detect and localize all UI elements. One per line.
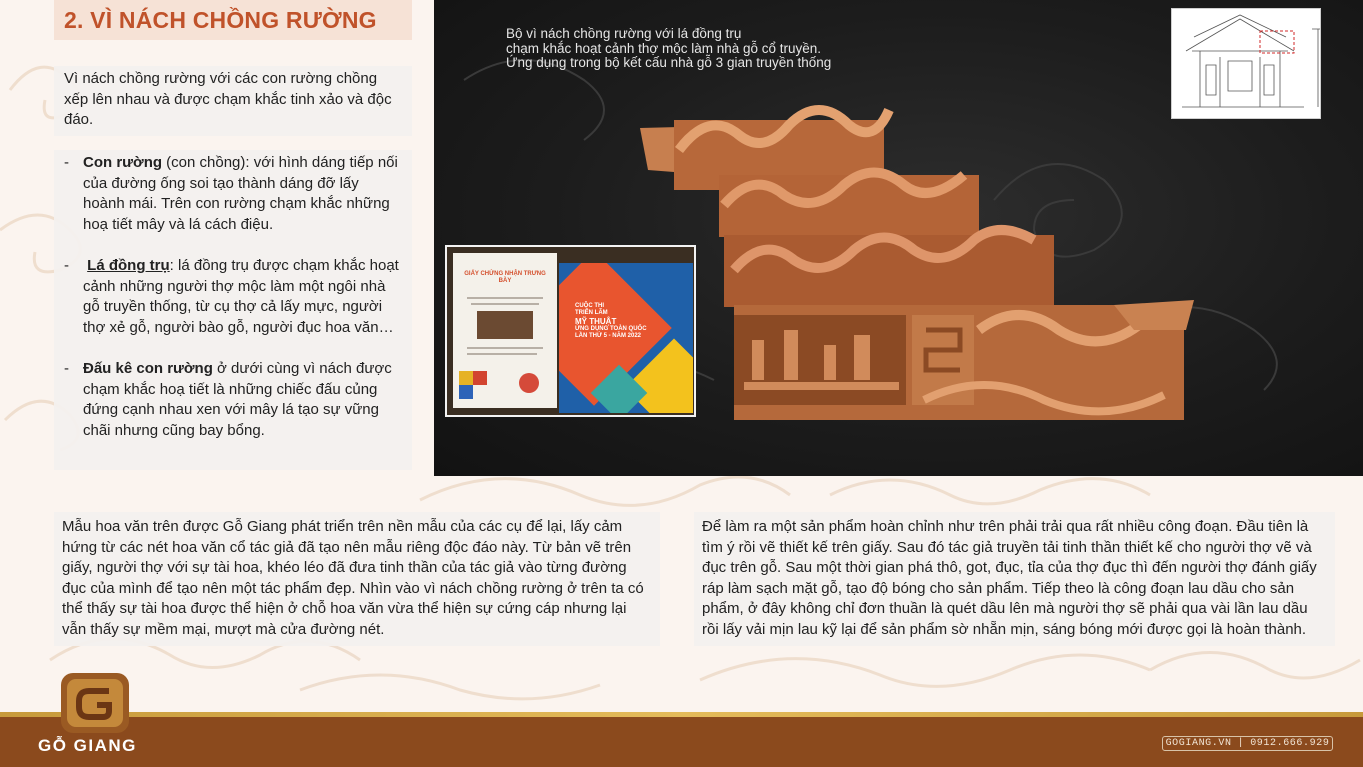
book-cover-text: CUỘC THI TRIỂN LÃM MỸ THUẬT ỨNG DỤNG TOÀN QUỐC LẦN THỨ 5 - NĂM 2022 [575,303,647,339]
caption-line: Ứng dụng trong bộ kết cấu nhà gỗ 3 gian truyền thống [506,55,832,70]
caption-line: chạm khắc hoạt cảnh thợ mộc làm nhà gỗ cổ truyền. [506,40,822,56]
bullet-dash: - [64,359,69,377]
bullet-dash: - [64,154,69,171]
bullet-term: Đấu kê con rường [83,359,213,377]
exhibition-book [559,263,693,413]
bullet-term: Con rường [83,154,163,171]
bullet-list [54,150,412,470]
caption-line: Bộ vì nách chồng rường với lá đồng trụ [506,26,742,41]
house-structure-diagram [1171,8,1321,119]
footer-gold-stripe [0,712,1363,717]
photo-caption [506,27,831,71]
product-photo [434,0,1363,476]
list-item [64,256,402,338]
footer-contact [1162,736,1333,751]
website-link[interactable]: GOGIANG.VN [1165,738,1232,749]
contact-separator: | [1237,738,1245,749]
page-title: 2. VÌ NÁCH CHỒNG RƯỜNG [64,7,377,33]
pattern-description-paragraph: Mẫu hoa văn trên được Gỗ Giang phát triển trên nền mẫu của các cụ để lại, lấy cảm hứng từ các nét hoa văn cổ tác giả đã tạo nên mẫu riêng độc đáo này. Từ bản vẽ trên giấy, người thợ với sự tài hoa, khéo léo đã đưa tinh thần của tác giả vào từng đường đục của mình để tạo nên một tác phẩm đẹp. Nhìn vào vì nách chồng rường ở trên ta có thể thấy sự tài hoa được thể hiện ở chỗ hoa văn vừa thể hiện sự cứng cáp nhưng lại vẫn thấy sự mềm mại, mượt mà cửa đường nét. [54,512,660,646]
bullet-text [83,256,402,338]
bullet-text [83,153,402,235]
certificate-photo [445,245,696,417]
certificate-title: GIẤY CHỨNG NHẬN TRƯNG BÀY [464,271,546,284]
brand-name: GỖ GIANG [38,736,137,755]
list-item [64,153,402,235]
intro-text: Vì nách chồng rường với các con rường chồng xếp lên nhau và được chạm khắc tinh xảo và độc đáo. [54,66,412,136]
production-process-paragraph: Để làm ra một sản phẩm hoàn chỉnh như trên phải trải qua rất nhiều công đoạn. Đầu tiên là tìm ý rồi vẽ thiết kế trên giấy. Sau đó tác giả truyền tải tinh thần thiết kế cho người thợ vẽ và đục trên gỗ. Sau một thời gian phá thô, got, đục, tỉa của thợ đục thì đến người thợ đánh giấy ráp làm sạch mặt gỗ, tạo độ bóng cho sản phẩm. Tiếp theo là công đoạn lau dầu cho sản phẩm, ở đây không chỉ đơn thuần là quét dầu lên mà người thợ sẽ phải qua vài lần lau dầu rồi lấy vải mịn lau kỹ lại để sản phẩm sờ nhẵn mịn, sáng bóng mới được gọi là hoàn thành. [694,512,1335,646]
bullet-description: : lá đồng trụ được chạm khắc hoạt cảnh những người thợ mộc làm một ngôi nhà gỗ truyền thống, từ cụ thợ cả lấy mực, người thợ xẻ gỗ, người bào gỗ, người đục hoa văn… [83,256,399,336]
go-giang-logo-icon [57,665,133,741]
certificate-document [453,253,557,408]
list-item [64,359,402,441]
bullet-term: Lá đồng trụ [87,256,170,274]
bullet-description: (con chồng): với hình dáng tiếp nối của đường ống soi tạo thành dáng đỡ lấy hoành mái. Trên con rường chạm khắc những hoạ tiết mây và lá cách điệu. [83,154,398,233]
footer-band [0,712,1363,767]
bullet-text [83,359,402,441]
bullet-description: ở dưới cùng vì nách được chạm khắc hoạ tiết là những chiếc đấu củng đứng cạnh nhau xen với mây lá tạo sự vững chãi nhưng cũng bay bổng. [83,359,392,439]
bullet-dash: - [64,256,69,274]
phone-number[interactable]: 0912.666.929 [1250,738,1330,749]
title-box [54,0,412,40]
